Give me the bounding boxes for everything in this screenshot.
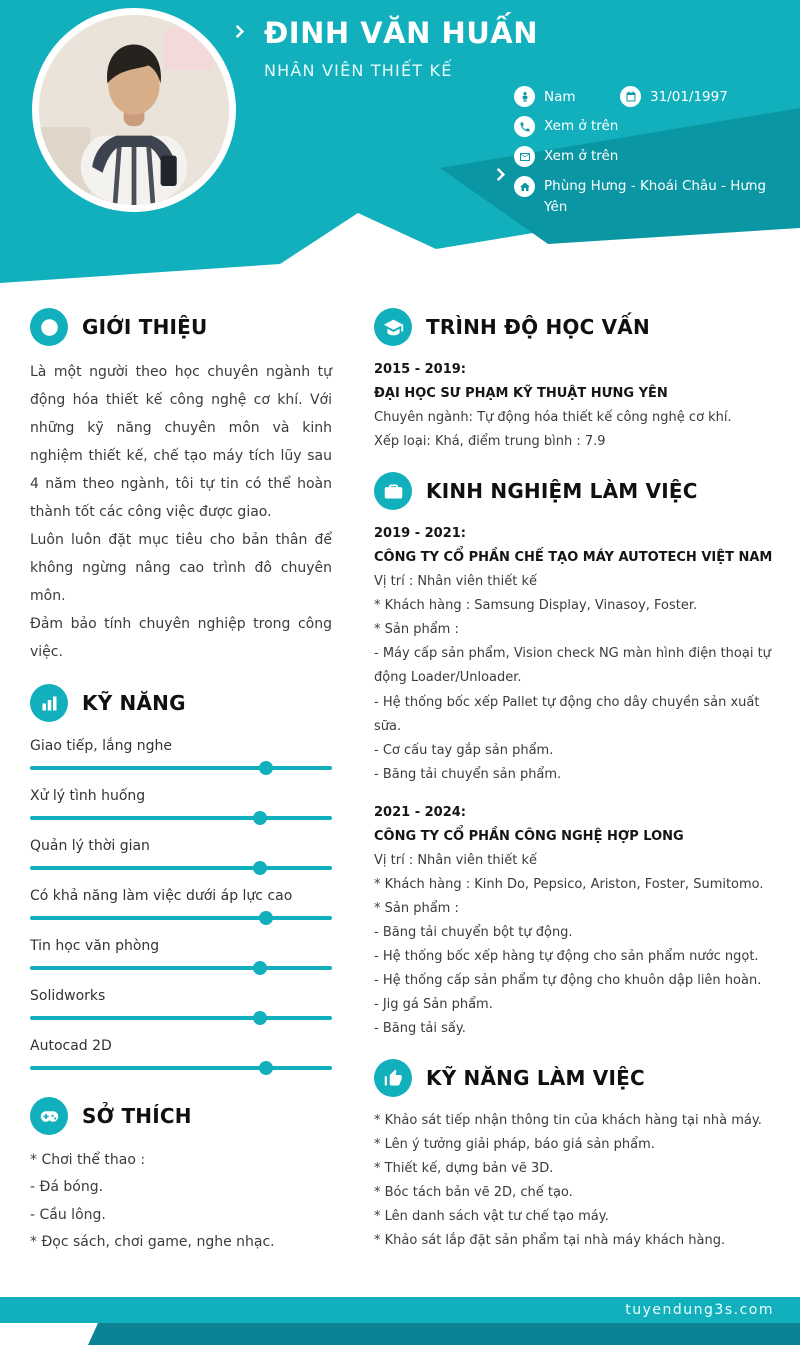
slider-handle	[259, 1061, 273, 1075]
experience-heading-row	[374, 472, 777, 510]
skill-label: Có khả năng làm việc dưới áp lực cao	[30, 888, 293, 904]
slider-handle	[253, 1011, 267, 1025]
hobby-line: * Chơi thể thao :	[30, 1152, 146, 1168]
footer-site: tuyendung3s.com	[625, 1302, 774, 1318]
person-name: ĐINH VĂN HUẤN	[264, 16, 539, 50]
skill-level-indicator	[30, 1061, 332, 1075]
work-skill-line: * Lên ý tưởng giải pháp, báo giá sản phẩm.	[374, 1137, 655, 1153]
job-title: NHÂN VIÊN THIẾT KẾ	[264, 61, 453, 80]
experience-line: - Hệ thống bốc xếp hàng tự động cho sản phẩm nước ngọt.	[374, 948, 759, 964]
slider-track	[30, 816, 332, 820]
skill-item	[30, 1038, 332, 1075]
job-company: CÔNG TY CỔ PHẦN CÔNG NGHỆ HỢP LONG	[374, 828, 684, 844]
skills-heading-row	[30, 684, 332, 722]
skill-label: Tin học văn phòng	[30, 938, 160, 954]
experience-line: * Khách hàng : Kinh Do, Pepsico, Ariston, Foster, Sumitomo.	[374, 876, 764, 892]
skill-item	[30, 938, 332, 975]
section-title: KỸ NĂNG	[82, 691, 186, 715]
slider-handle	[253, 861, 267, 875]
skill-item	[30, 838, 332, 875]
work-skill-line: * Khảo sát tiếp nhận thông tin của khách hàng tại nhà máy.	[374, 1113, 762, 1129]
skill-level-indicator	[30, 961, 332, 975]
chevron-right-icon	[492, 166, 509, 183]
job-period: 2019 - 2021:	[374, 526, 467, 542]
section-title: TRÌNH ĐỘ HỌC VẤN	[426, 315, 650, 339]
calendar-icon	[620, 86, 641, 107]
section-hobbies	[30, 1097, 332, 1256]
contact-row	[514, 86, 776, 107]
about-heading-row	[30, 308, 332, 346]
experience-line: * Sản phẩm :	[374, 900, 459, 916]
gender-value: Nam	[544, 88, 576, 105]
slider-handle	[253, 811, 267, 825]
skill-level-indicator	[30, 911, 332, 925]
experience-line: - Cơ cấu tay gắp sản phẩm.	[374, 742, 554, 758]
experience-line: - Hệ thống cấp sản phẩm tự động cho khuôn dập liên hoàn.	[374, 973, 762, 989]
about-paragraph: Đảm bảo tính chuyên nghiệp trong công việc.	[30, 616, 332, 660]
gender-icon	[514, 86, 535, 107]
section-skills	[30, 684, 332, 1075]
work-skill-line: * Khảo sát lắp đặt sản phẩm tại nhà máy khách hàng.	[374, 1233, 726, 1249]
skill-label: Autocad 2D	[30, 1038, 112, 1054]
gamepad-icon	[30, 1097, 68, 1135]
email-value: Xem ở trên	[544, 148, 619, 164]
footer-bar	[0, 1297, 800, 1323]
slider-track	[30, 966, 332, 970]
education-period: 2015 - 2019:	[374, 362, 467, 377]
slider-handle	[259, 761, 273, 775]
slider-track	[30, 916, 332, 920]
experience-line: - Hệ thống bốc xếp Pallet tự động cho dây chuyền sản xuất sữa.	[374, 694, 760, 734]
contact-dob	[620, 86, 728, 107]
section-title: GIỚI THIỆU	[82, 315, 208, 339]
experience-job	[374, 801, 777, 1041]
skill-level-indicator	[30, 811, 332, 825]
home-icon	[514, 176, 535, 197]
job-period: 2021 - 2024:	[374, 804, 467, 820]
hobbies-heading-row	[30, 1097, 332, 1135]
contact-address	[514, 176, 776, 218]
skill-label: Giao tiếp, lắng nghe	[30, 738, 173, 754]
experience-line: - Băng tải sấy.	[374, 1021, 466, 1037]
section-about	[30, 308, 332, 666]
chevron-right-icon	[231, 23, 248, 40]
phone-icon	[514, 116, 535, 137]
education-heading-row	[374, 308, 777, 346]
hobby-line: * Đọc sách, chơi game, nghe nhạc.	[30, 1233, 275, 1250]
slider-track	[30, 866, 332, 870]
section-work-skills	[374, 1059, 777, 1253]
profile-photo	[39, 15, 229, 205]
hobby-line: - Cầu lông.	[30, 1206, 106, 1223]
skill-label: Quản lý thời gian	[30, 838, 150, 854]
footer-accent-bar	[88, 1323, 800, 1345]
work-skills-heading-row	[374, 1059, 777, 1097]
slider-handle	[259, 911, 273, 925]
education-line: Chuyên ngành: Tự động hóa thiết kế công nghệ cơ khí.	[374, 410, 732, 426]
section-experience	[374, 472, 777, 1041]
email-icon	[514, 146, 535, 167]
experience-line: * Sản phẩm :	[374, 622, 459, 638]
education-school: ĐẠI HỌC SƯ PHẠM KỸ THUẬT HƯNG YÊN	[374, 386, 668, 402]
thumbs-up-icon	[374, 1059, 412, 1097]
experience-job	[374, 522, 777, 787]
skill-item	[30, 788, 332, 825]
skill-label: Xử lý tình huống	[30, 788, 146, 804]
work-skill-line: * Lên danh sách vật tư chế tạo máy.	[374, 1209, 609, 1225]
skill-level-indicator	[30, 761, 332, 775]
experience-line: - Băng tải chuyển bột tự động.	[374, 924, 573, 940]
experience-line: - Máy cấp sản phẩm, Vision check NG màn hình điện thoại tự động Loader/Unloader.	[374, 646, 771, 686]
bar-chart-icon	[30, 684, 68, 722]
section-title: KỸ NĂNG LÀM VIỆC	[426, 1066, 645, 1091]
header	[0, 0, 800, 300]
slider-track	[30, 1066, 332, 1070]
main-content	[0, 300, 800, 1274]
job-company: CÔNG TY CỔ PHẦN CHẾ TẠO MÁY AUTOTECH VIỆT NAM	[374, 550, 773, 566]
slider-track	[30, 766, 332, 770]
graduation-cap-icon	[374, 308, 412, 346]
skill-item	[30, 738, 332, 775]
slider-handle	[253, 961, 267, 975]
skill-level-indicator	[30, 861, 332, 875]
target-icon	[30, 308, 68, 346]
right-column	[374, 308, 777, 1274]
section-title: KINH NGHIỆM LÀM VIỆC	[426, 479, 698, 504]
work-skill-line: * Thiết kế, dựng bản vẽ 3D.	[374, 1161, 554, 1177]
avatar	[32, 8, 236, 212]
about-paragraph: Là một người theo học chuyên ngành tự động hóa thiết kế công nghệ cơ khí. Với những kỹ năng chuyên môn và kinh nghiệm thiết kế, chế tạo máy tích lũy sau 4 năm theo ngành, tôi tự tin có thể hoàn thành tốt các công việc được giao.	[30, 364, 332, 520]
experience-line: - Jig gá Sản phẩm.	[374, 997, 493, 1013]
contact-phone	[514, 116, 776, 137]
experience-line: * Khách hàng : Samsung Display, Vinasoy, Foster.	[374, 598, 698, 614]
phone-value: Xem ở trên	[544, 118, 619, 134]
skill-item	[30, 988, 332, 1025]
section-title: SỞ THÍCH	[82, 1104, 192, 1128]
dob-value: 31/01/1997	[650, 88, 728, 105]
contact-gender	[514, 86, 620, 107]
about-paragraph: Luôn luôn đặt mục tiêu cho bản thân để không ngừng nâng cao trình đô chuyên môn.	[30, 532, 332, 604]
briefcase-icon	[374, 472, 412, 510]
skill-item	[30, 888, 332, 925]
experience-line: - Băng tải chuyển sản phẩm.	[374, 766, 562, 782]
experience-line: Vị trí : Nhân viên thiết kế	[374, 852, 538, 868]
contact-email	[514, 146, 776, 167]
profile-photo-image	[39, 15, 229, 205]
address-value: Phùng Hưng - Khoái Châu - Hưng Yên	[544, 178, 767, 215]
left-column	[30, 308, 332, 1274]
contact-block	[514, 86, 776, 227]
slider-track	[30, 1016, 332, 1020]
experience-line: Vị trí : Nhân viên thiết kế	[374, 574, 538, 590]
skill-level-indicator	[30, 1011, 332, 1025]
education-line: Xếp loại: Khá, điểm trung bình : 7.9	[374, 434, 606, 450]
hobby-line: - Đá bóng.	[30, 1179, 104, 1196]
footer	[0, 1297, 800, 1345]
name-block	[264, 16, 538, 80]
section-education	[374, 308, 777, 454]
skill-label: Solidworks	[30, 988, 106, 1004]
work-skill-line: * Bóc tách bản vẽ 2D, chế tạo.	[374, 1185, 573, 1201]
